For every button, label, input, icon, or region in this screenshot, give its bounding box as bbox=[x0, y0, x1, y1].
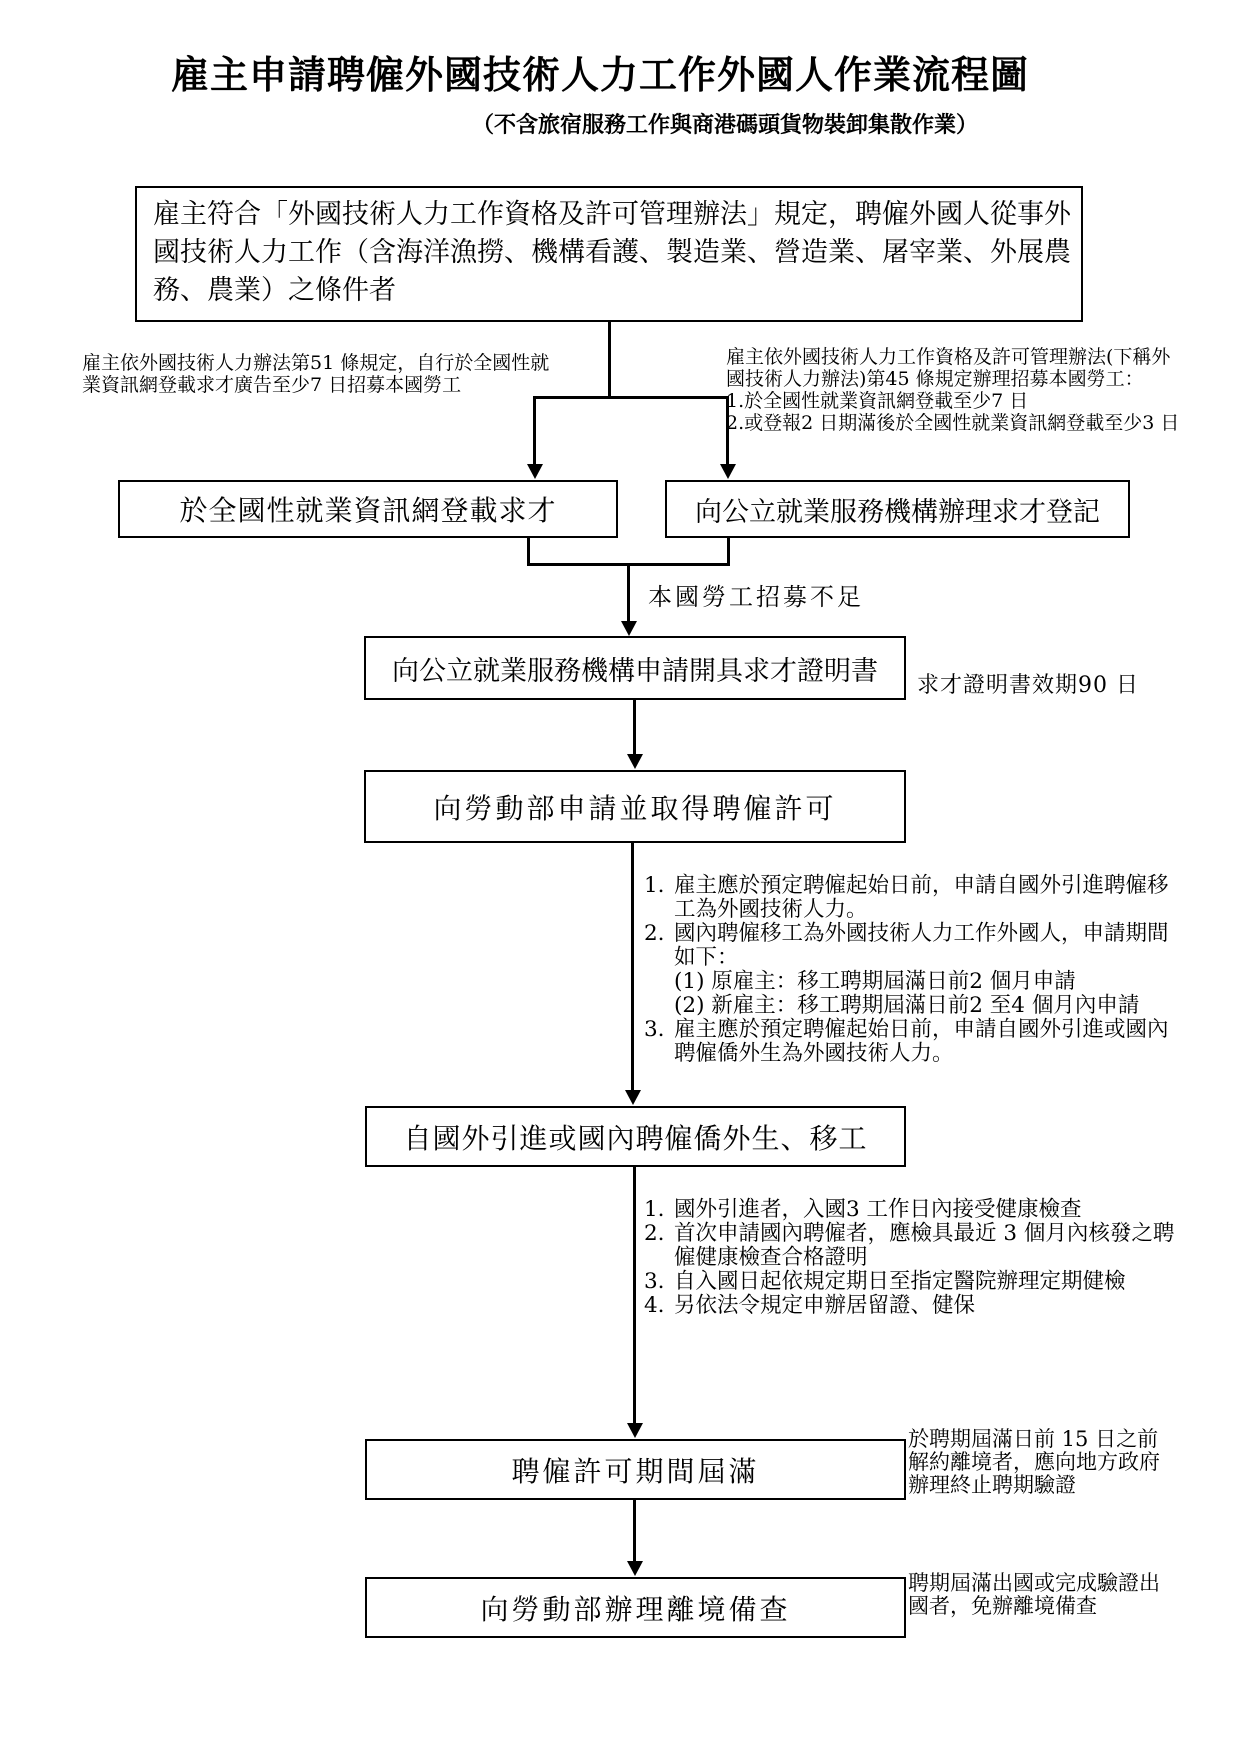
connector-branch-left bbox=[533, 396, 536, 464]
page-title: 雇主申請聘僱外國技術人力工作外國人作業流程圖 bbox=[170, 52, 1029, 97]
flow-box-permit-expiry bbox=[365, 1439, 906, 1500]
connector-branch-bar bbox=[533, 396, 729, 399]
note-certificate-validity: 求才證明書效期90 日 bbox=[917, 673, 1139, 698]
note-application-timing bbox=[644, 874, 1174, 1066]
note-health-item-2-text: 首次申請國內聘僱者，應檢具最近 3 個月內核發之聘僱健康檢查合格證明 bbox=[674, 1221, 1175, 1270]
note-pes-recruitment bbox=[726, 346, 1188, 434]
note-health-item-2-num: 2. bbox=[644, 1221, 665, 1246]
flow-box-online-posting-label: 於全國性就業資訊網登載求才 bbox=[179, 494, 557, 527]
note-health-item-3 bbox=[644, 1270, 1180, 1294]
note-health-requirements bbox=[644, 1198, 1180, 1318]
flow-box-permit-expiry-label: 聘僱許可期間屆滿 bbox=[511, 1454, 760, 1488]
connector-cert-to-permit bbox=[633, 700, 636, 755]
note-timing-item-2-text: 國內聘僱移工為外國技術人力工作外國人，申請期間如下： bbox=[674, 921, 1169, 970]
note-health-item-4-text: 另依法令規定申辦居留證、健保 bbox=[674, 1293, 976, 1318]
note-timing-item-3-text: 雇主應於預定聘僱起始日前，申請自國外引進或國內聘僱僑外生為外國技術人力。 bbox=[674, 1017, 1169, 1066]
arrow-down-to-permit bbox=[627, 754, 643, 769]
connector-eligibility-stem bbox=[608, 322, 611, 398]
arrow-down-to-pes-registration bbox=[720, 464, 736, 479]
flow-box-departure-report bbox=[365, 1577, 906, 1638]
note-timing-item-2-sub-1: (1) 原雇主：移工聘期屆滿日前2 個月申請 bbox=[674, 969, 1076, 994]
note-health-item-1 bbox=[644, 1198, 1180, 1222]
flow-box-pes-registration bbox=[665, 480, 1130, 538]
flow-box-recruit-label: 自國外引進或國內聘僱僑外生、移工 bbox=[403, 1121, 868, 1155]
connector-merge-stem bbox=[627, 563, 630, 622]
note-health-item-1-text: 國外引進者，入國3 工作日內接受健康檢查 bbox=[674, 1197, 1082, 1222]
note-timing-item-3-num: 3. bbox=[644, 1017, 665, 1042]
note-pes-recruitment-item-2: 2.或登報2 日期滿後於全國性就業資訊網登載至少3 日 bbox=[726, 412, 1180, 434]
connector-expiry-to-departure bbox=[633, 1500, 636, 1562]
note-health-item-4 bbox=[644, 1294, 1180, 1318]
connector-recruit-to-expiry bbox=[633, 1167, 636, 1424]
arrow-down-to-recruit bbox=[625, 1090, 641, 1105]
note-health-item-2 bbox=[644, 1222, 1180, 1270]
arrow-down-to-online-posting bbox=[527, 464, 543, 479]
note-pes-recruitment-item-1: 1.於全國性就業資訊網登載至少7 日 bbox=[726, 390, 1029, 412]
note-timing-item-2 bbox=[644, 922, 1174, 970]
connector-merge-left bbox=[527, 538, 530, 565]
connector-permit-to-recruit bbox=[631, 843, 634, 1091]
connector-merge-right bbox=[727, 538, 730, 565]
note-departure-exemption: 聘期屆滿出國或完成驗證出國者，免辦離境備查 bbox=[908, 1571, 1160, 1618]
flow-box-eligibility bbox=[135, 186, 1083, 322]
flow-box-eligibility-label: 雇主符合「外國技術人力工作資格及許可管理辦法」規定，聘僱外國人從事外國技術人力工作（含海洋漁撈、機構看護、製造業、營造業、屠宰業、外展農務、農業）之條件者 bbox=[153, 199, 1071, 306]
flow-box-certificate-request-label: 向公立就業服務機構申請開具求才證明書 bbox=[392, 655, 878, 687]
note-timing-item-1-num: 1. bbox=[644, 873, 665, 898]
label-insufficient-recruitment: 本國勞工招募不足 bbox=[648, 583, 864, 611]
arrow-down-to-certificate bbox=[621, 621, 637, 636]
flow-box-recruit bbox=[365, 1106, 906, 1167]
note-pes-recruitment-intro: 雇主依外國技術人力工作資格及許可管理辦法(下稱外國技術人力辦法)第45 條規定辦理招募本國勞工： bbox=[726, 346, 1171, 390]
note-health-item-3-num: 3. bbox=[644, 1269, 665, 1294]
note-timing-item-2-sub-2: (2) 新雇主：移工聘期屆滿日前2 至4 個月內申請 bbox=[674, 993, 1140, 1018]
note-early-termination: 於聘期屆滿日前 15 日之前解約離境者，應向地方政府辦理終止聘期驗證 bbox=[908, 1427, 1160, 1497]
note-health-item-3-text: 自入國日起依規定期日至指定醫院辦理定期健檢 bbox=[674, 1269, 1126, 1294]
note-health-item-4-num: 4. bbox=[644, 1293, 665, 1318]
arrow-down-to-expiry bbox=[627, 1423, 643, 1438]
note-timing-item-2-num: 2. bbox=[644, 921, 665, 946]
flow-box-permit-application-label: 向勞動部申請並取得聘僱許可 bbox=[433, 791, 837, 825]
page-subtitle: （不含旅宿服務工作與商港碼頭貨物裝卸集散作業） bbox=[472, 112, 979, 138]
note-timing-item-1 bbox=[644, 874, 1174, 922]
note-health-item-1-num: 1. bbox=[644, 1197, 665, 1222]
flow-box-online-posting bbox=[118, 480, 618, 538]
note-self-recruitment: 雇主依外國技術人力辦法第51 條規定，自行於全國性就業資訊網登載求才廣告至少7 日招募本國勞工 bbox=[82, 352, 550, 396]
flow-box-permit-application bbox=[364, 770, 906, 843]
flow-box-pes-registration-label: 向公立就業服務機構辦理求才登記 bbox=[695, 496, 1100, 528]
flow-box-certificate-request bbox=[364, 636, 906, 700]
flow-box-departure-report-label: 向勞動部辦理離境備查 bbox=[480, 1592, 791, 1626]
arrow-down-to-departure bbox=[627, 1561, 643, 1576]
note-timing-item-1-text: 雇主應於預定聘僱起始日前，申請自國外引進聘僱移工為外國技術人力。 bbox=[674, 873, 1169, 922]
note-timing-item-3 bbox=[644, 1018, 1174, 1066]
